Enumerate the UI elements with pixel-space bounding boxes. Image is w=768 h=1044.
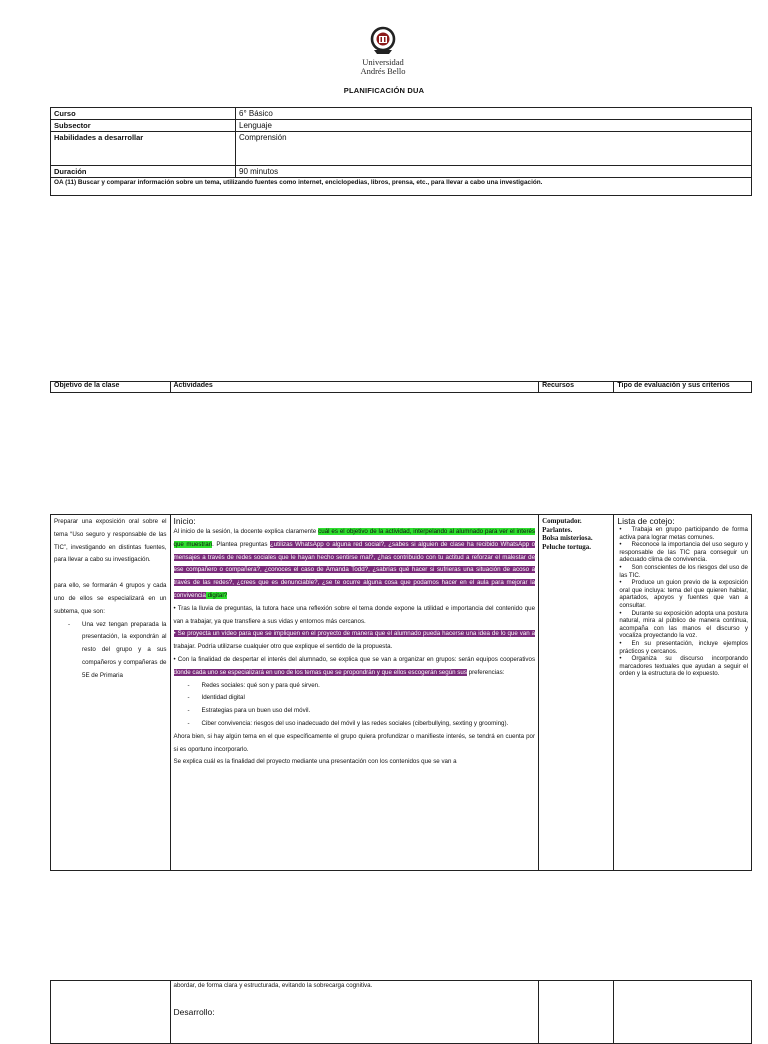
university-crest-icon bbox=[370, 26, 396, 56]
list-item: • Organiza su discurso incorporando marcadores textuales que ayudan a seguir el orden y la estructura de lo expuesto. bbox=[617, 655, 748, 678]
column-header-actividades: Actividades bbox=[170, 382, 539, 393]
objetivo-text: Preparar una exposición oral sobre el tema “Uso seguro y responsable de las TIC”, investigando en distintas fuentes, para llevar a cabo su investigación. bbox=[54, 518, 167, 564]
highlight: digital? bbox=[205, 591, 228, 599]
course-info-table bbox=[50, 107, 752, 196]
list-item: - Una vez tengan preparada la presentación, la expondrán al resto del grupo y a sus compañeros y compañeras de 5E de Primaria bbox=[68, 619, 167, 683]
actividades-cell bbox=[170, 515, 539, 871]
plan-body-table-continued bbox=[50, 980, 752, 1044]
learning-objective: OA (11) Buscar y comparar información sobre un tema, utilizando fuentes como internet, enciclopedias, libros, prensa, etc., para llevar a cabo una investigación. bbox=[51, 178, 752, 196]
plan-body-table bbox=[50, 514, 752, 871]
objetivo-list bbox=[54, 619, 167, 683]
university-name-line1: Universidad bbox=[362, 57, 404, 67]
section-heading-desarrollo: Desarrollo: bbox=[173, 1007, 215, 1017]
plan-header-table bbox=[50, 381, 752, 393]
list-item: Computador. bbox=[542, 517, 582, 525]
list-item: - Identidad digital bbox=[188, 692, 536, 705]
list-item: • Durante su exposición adopta una postura natural, mira al público de manera continua, acompaña con las manos el discurso y vocaliza proyectando la voz. bbox=[617, 610, 748, 640]
evaluacion-cell bbox=[614, 515, 752, 871]
checklist-title: Lista de cotejo: bbox=[617, 516, 675, 526]
table-row bbox=[51, 132, 752, 166]
list-item: • Son conscientes de los riesgos del uso de las TIC. bbox=[617, 564, 748, 579]
highlight: cuál es el objetivo de la actividad, interpelando al alumnado para ver el interés que muestran bbox=[173, 528, 536, 548]
field-label: Curso bbox=[51, 108, 236, 120]
activity-paragraph: Al inicio de la sesión, la docente explica claramente cuál es el objetivo de la actividad, interpelando al alumnado para ver el interés que muestran. Plantea preguntas ¿utilizas WhatsApp o alguna red social?, ¿sabes si alguien de clase ha recibido WhatsApp o mensajes a través de redes sociales que le hayan hecho sentirse mal?, ¿has contribuido con tu actitud a reforzar el malestar de ese compañero o compañera?, ¿conoces el caso de Amanda Todd?, ¿sabrías qué hacer si sufrieras una situación de acoso a través de las redes?, ¿crees que es denunciable?, ¿se te ocurre alguna cosa que podamos hacer en el aula para mejorar la convivencia digital? bbox=[173, 528, 536, 599]
field-label: Habilidades a desarrollar bbox=[51, 132, 236, 166]
university-name-line2: Andrés Bello bbox=[360, 66, 406, 76]
table-row bbox=[51, 515, 752, 871]
university-logo bbox=[340, 26, 426, 76]
field-value: 6° Básico bbox=[236, 108, 752, 120]
highlight: ¿utilizas WhatsApp o alguna red social?, ¿sabes si alguien de clase ha recibido WhatsApp o mensajes a través de redes sociales que le hayan hecho sentirse mal?, ¿has contribuido con tu actitud a reforzar el malestar de ese compañero o compañera?, ¿conoces el caso de Amanda Todd?, ¿sabrías qué hacer si sufrieras una situación de acoso a través de las redes?, ¿crees que es denunciable?, ¿se te ocurre alguna cosa que podamos hacer en el aula para mejorar la convivencia bbox=[173, 540, 536, 599]
activity-paragraph: Ahora bien, si hay algún tema en el que específicamente el grupo quiera profundizar o manifieste interés, se tendrá en cuenta por si es oportuno incorporarlo. bbox=[173, 732, 536, 753]
objetivo-cell bbox=[51, 515, 171, 871]
table-row bbox=[51, 120, 752, 132]
actividades-cell bbox=[170, 981, 539, 1044]
activity-paragraph: • Con la finalidad de despertar el interés del alumnado, se explica que se van a organizar en grupos: serán equipos cooperativos donde cada uno se especializará en uno de los temas que se propondrán y que ellos escogerán según sus preferencias: bbox=[173, 655, 536, 676]
column-header-recursos: Recursos bbox=[539, 382, 614, 393]
field-label: Subsector bbox=[51, 120, 236, 132]
table-row bbox=[51, 382, 752, 393]
evaluacion-cell bbox=[614, 981, 752, 1044]
table-row bbox=[51, 981, 752, 1044]
table-row bbox=[51, 178, 752, 196]
table-row bbox=[51, 108, 752, 120]
highlight: • Se proyecta un vídeo para que se impliquen en el proyecto bbox=[173, 630, 342, 638]
highlight: donde cada uno se especializará en uno de los temas que se propondrán y que ellos escogerán según sus bbox=[173, 668, 467, 676]
activity-paragraph: abordar, de forma clara y estructurada, evitando la sobrecarga cognitiva. bbox=[173, 982, 373, 989]
list-item: - Redes sociales: qué son y para qué sirven. bbox=[188, 680, 536, 693]
list-item: - Estrategias para un buen uso del móvil. bbox=[188, 705, 536, 718]
list-item: - Ciber convivencia: riesgos del uso inadecuado del móvil y las redes sociales (ciberbullying, sexting y grooming). bbox=[188, 718, 536, 731]
list-item: Peluche tortuga. bbox=[542, 542, 592, 551]
activity-paragraph: • Se proyecta un vídeo para que se impliquen en el proyecto de manera que el alumnado pueda hacerse una idea de lo que van a trabajar. Podría utilizarse cualquier otro que explique el sentido de la propuesta. bbox=[173, 630, 536, 651]
section-heading-inicio: Inicio: bbox=[173, 516, 196, 526]
table-row bbox=[51, 166, 752, 178]
field-value: Lenguaje bbox=[236, 120, 752, 132]
field-label: Duración bbox=[51, 166, 236, 178]
activity-paragraph: Se explica cuál es la finalidad del proyecto mediante una presentación con los contenidos que se van a bbox=[173, 758, 457, 766]
objetivo-groups-text: para ello, se formarán 4 grupos y cada uno de ellos se especializará en un subtema, que son: bbox=[54, 582, 167, 615]
list-item: • En su presentación, incluye ejemplos prácticos y cercanos. bbox=[617, 640, 748, 655]
recursos-cell bbox=[539, 515, 614, 871]
column-header-evaluacion: Tipo de evaluación y sus criterios bbox=[614, 382, 752, 393]
document-title: PLANIFICACIÓN DUA bbox=[343, 86, 425, 95]
list-item: • Reconoce la importancia del uso seguro y responsable de las TIC para conseguir un adecuado clima de convivencia. bbox=[617, 541, 748, 564]
topics-list bbox=[174, 680, 536, 731]
field-value: 90 minutos bbox=[236, 166, 752, 178]
column-header-objetivo: Objetivo de la clase bbox=[51, 382, 171, 393]
highlight: de manera que el alumnado pueda hacerse una idea de lo que van a bbox=[341, 630, 536, 638]
list-item: Parlantes. bbox=[542, 525, 573, 534]
list-item: • Produce un guion previo de la exposición oral que incluya: tema del que quieren hablar, apartados, apoyos y fuentes que van a consultar. bbox=[617, 579, 748, 609]
list-item: Bolsa misteriosa. bbox=[542, 534, 593, 542]
field-value: Comprensión bbox=[236, 132, 752, 166]
activity-paragraph: • Tras la lluvia de preguntas, la tutora hace una reflexión sobre el tema donde expone la utilidad e importancia del contenido que van a trabajar, ya que transfiere a sus vidas y entornos más cercanos. bbox=[173, 604, 536, 625]
recursos-cell bbox=[539, 981, 614, 1044]
list-item: • Trabaja en grupo participando de forma activa para lograr metas comunes. bbox=[617, 526, 748, 541]
objetivo-cell bbox=[51, 981, 171, 1044]
